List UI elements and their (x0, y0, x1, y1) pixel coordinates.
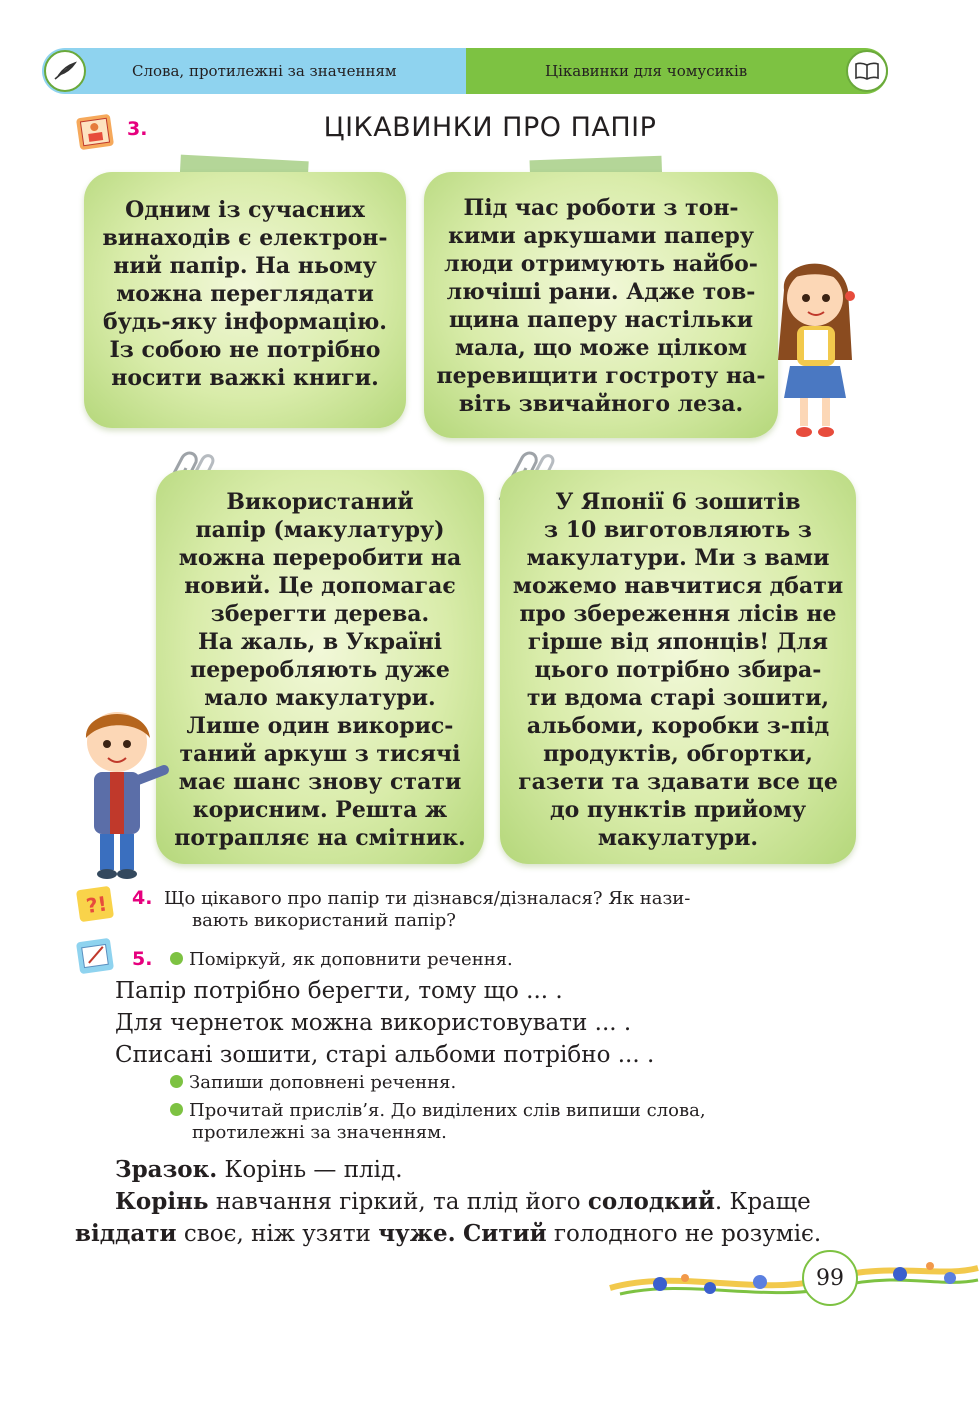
sample-line: Зразок. Корінь — плід. (115, 1156, 403, 1183)
open-book-icon (846, 50, 888, 92)
page-header (42, 48, 888, 94)
fact-card-3-text: Використаний папір (макулатуру) можна переробити на новий. Це допомагає зберегти дерева. На жаль, в Україні переробляють дуже мало макулатури. Лише один викорис- таний аркуш з тисячі має шанс знову стати корисним. Решта ж потрапляє на смітник. (174, 489, 466, 851)
task-5-instruction: Поміркуй, як доповнити речення. (170, 949, 513, 971)
girl-illustration (770, 250, 860, 440)
writing-task-icon (76, 938, 114, 974)
fact-card-4 (500, 470, 856, 864)
boy-illustration (72, 700, 172, 880)
proverb-line-1: Корінь навчання гіркий, та плід його солодкий. Краще (115, 1188, 811, 1215)
fact-card-1-text: Одним із сучасних винаходів є електрон- ний папір. На ньому можна переглядати будь-яку інформацію. Із собою не потрібно носити важкі книги. (102, 197, 388, 391)
task-3-number: 3. (127, 118, 148, 140)
sentence-1: Папір потрібно берегти, тому що ... . (115, 978, 563, 1004)
task-4-question (164, 888, 864, 932)
task-4-line-2: вають використаний папір? (192, 910, 456, 931)
task-4-number: 4. (132, 887, 153, 909)
floral-decoration (600, 1248, 980, 1312)
fact-card-2-text: Під час роботи з тон- кими аркушами паперу люди отримують найбо- лючіші рани. Адже тов- щина паперу настільки мала, що може цілком перевищити гостроту на- віть звичайного леза. (436, 195, 766, 417)
header-right-title: Цікавинки для чомусиків (545, 62, 748, 80)
page-number: 99 (802, 1250, 858, 1306)
proverb-line-2: віддати своє, ніж узяти чуже. Ситий голодного не розуміє. (75, 1220, 822, 1247)
question-task-icon (76, 886, 114, 922)
fact-card-2 (424, 172, 778, 438)
bullet-icon (170, 952, 183, 965)
task-4-line-1: Що цікавого про папір ти дізнався/дізналася? Як нази- (164, 888, 691, 909)
fact-card-3 (156, 470, 484, 864)
quill-icon (44, 50, 86, 92)
task-5-number: 5. (132, 948, 153, 970)
fact-card-1 (84, 172, 406, 428)
bullet-icon (170, 1075, 183, 1088)
task-5-bullet-1: Запиши доповнені речення. (170, 1072, 456, 1094)
task-5-bullet-2: Прочитай прислів’я. До виділених слів випиши слова, протилежні за значенням. (170, 1100, 860, 1144)
header-left-title: Слова, протилежні за значенням (132, 62, 397, 80)
fact-card-4-text: У Японії 6 зошитів з 10 виготовляють з макулатури. Ми з вами можемо навчитися дбати про збереження лісів не гірше від японців! Для цього потрібно збира- ти вдома старі зошити, альбоми, коробки з-під продуктів, обгортки, газети та здавати все це до пунктів прийому макулатури. (512, 489, 844, 851)
svg-text:?!: ?! (84, 891, 109, 919)
sentence-3: Списані зошити, старі альбоми потрібно ... . (115, 1042, 655, 1068)
sentence-2: Для чернеток можна використовувати ... . (115, 1010, 632, 1036)
bullet-icon (170, 1103, 183, 1116)
task-3-title: ЦІКАВИНКИ ПРО ПАПІР (323, 112, 657, 143)
